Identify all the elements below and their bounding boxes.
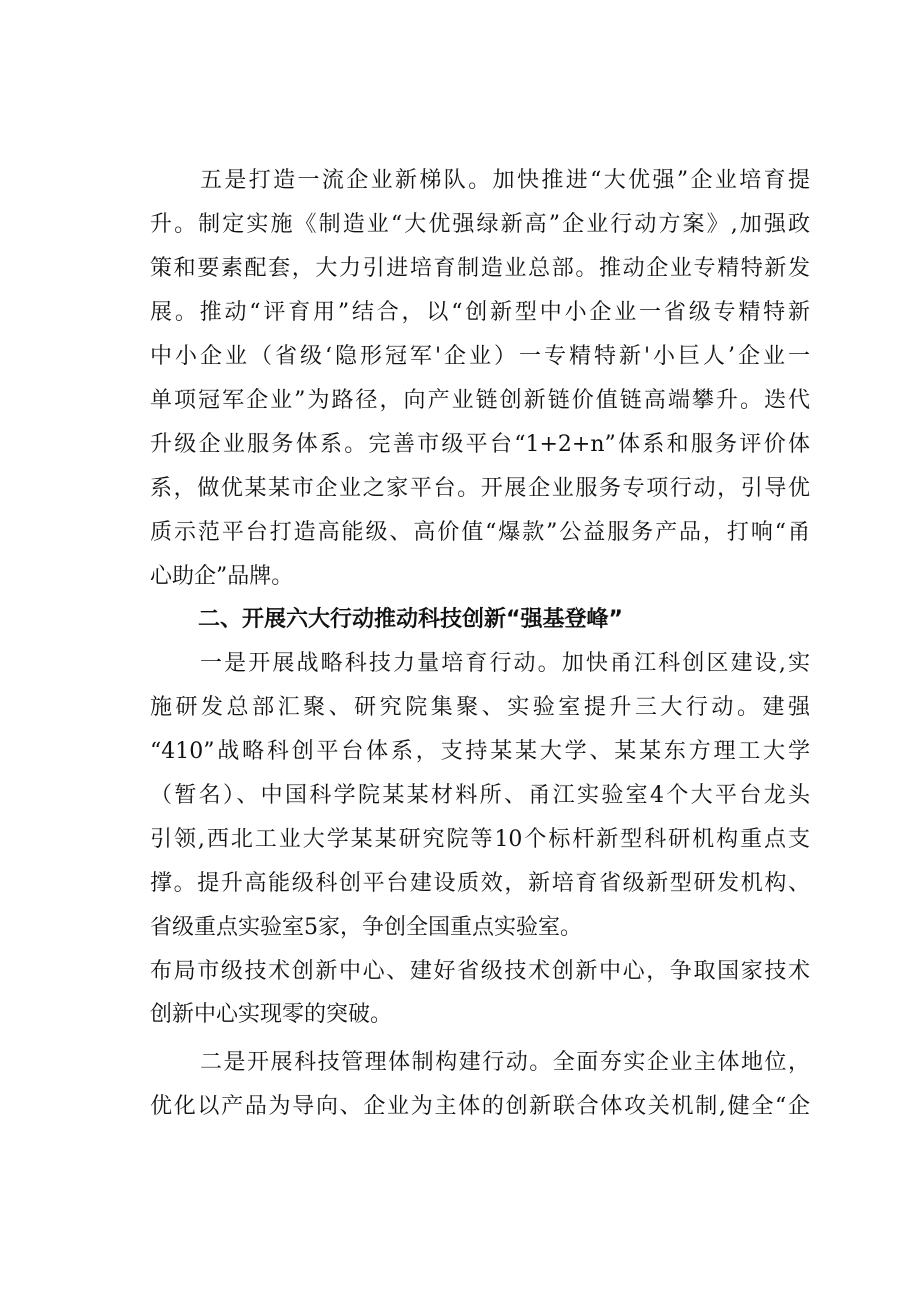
paragraph-2-line-1: 二是开展科技管理体制构建行动。全面夯实企业主体地位，: [200, 1050, 810, 1075]
paragraph-1-line-3: “410”战略科创平台体系，支持某某大学、某某东方理工大学: [150, 739, 810, 764]
paragraph-5-line-1: 五是打造一流企业新梯队。加快推进“大优强”企业培育提: [200, 168, 810, 193]
paragraph-1-line-4: （暂名）、中国科学院某某材料所、甬江实验室4个大平台龙头: [150, 783, 810, 808]
section-heading: 二、开展六大行动推动科技创新“强基登峰”: [198, 607, 623, 632]
paragraph-5-line-9: 质示范平台打造高能级、高价值“爆款”公益服务产品，打响“甬: [150, 520, 810, 545]
paragraph-5-line-4: 展。推动“评育用”结合，以“创新型中小企业一省级专精特新: [150, 300, 810, 325]
fragment-line-1: 布局市级技术创新中心、建好省级技术创新中心，争取国家技术: [150, 959, 810, 984]
paragraph-5-line-7: 升级企业服务体系。完善市级平台“1+2+n”体系和服务评价体: [150, 432, 810, 457]
paragraph-2-line-2: 优化以产品为导向、企业为主体的创新联合体攻关机制,健全“企: [150, 1094, 810, 1119]
paragraph-5-line-2: 升。制定实施《制造业“大优强绿新高”企业行动方案》,加强政: [150, 212, 810, 237]
paragraph-1-line-6: 撑。提升高能级科创平台建设质效，新培育省级新型研发机构、: [150, 871, 810, 896]
paragraph-5-line-5: 中小企业（省级‘隐形冠军'企业）一专精特新'小巨人’企业一: [150, 344, 810, 369]
paragraph-1-line-1: 一是开展战略科技力量培育行动。加快甬江科创区建设,实: [200, 651, 810, 676]
paragraph-1-line-7: 省级重点实验室5家，争创全国重点实验室。: [150, 915, 582, 940]
paragraph-5-line-6: 单项冠军企业”为路径，向产业链创新链价值链高端攀升。迭代: [150, 388, 810, 413]
paragraph-5-line-10: 心助企”品牌。: [150, 564, 294, 589]
paragraph-5-line-8: 系，做优某某市企业之家平台。开展企业服务专项行动，引导优: [150, 476, 810, 501]
paragraph-5-line-3: 策和要素配套，大力引进培育制造业总部。推动企业专精特新发: [150, 256, 810, 281]
paragraph-1-line-5: 引领,西北工业大学某某研究院等10个标杆新型科研机构重点支: [150, 827, 810, 852]
paragraph-1-line-2: 施研发总部汇聚、研究院集聚、实验室提升三大行动。建强: [150, 695, 810, 720]
fragment-line-2: 创新中心实现零的突破。: [150, 1002, 393, 1027]
